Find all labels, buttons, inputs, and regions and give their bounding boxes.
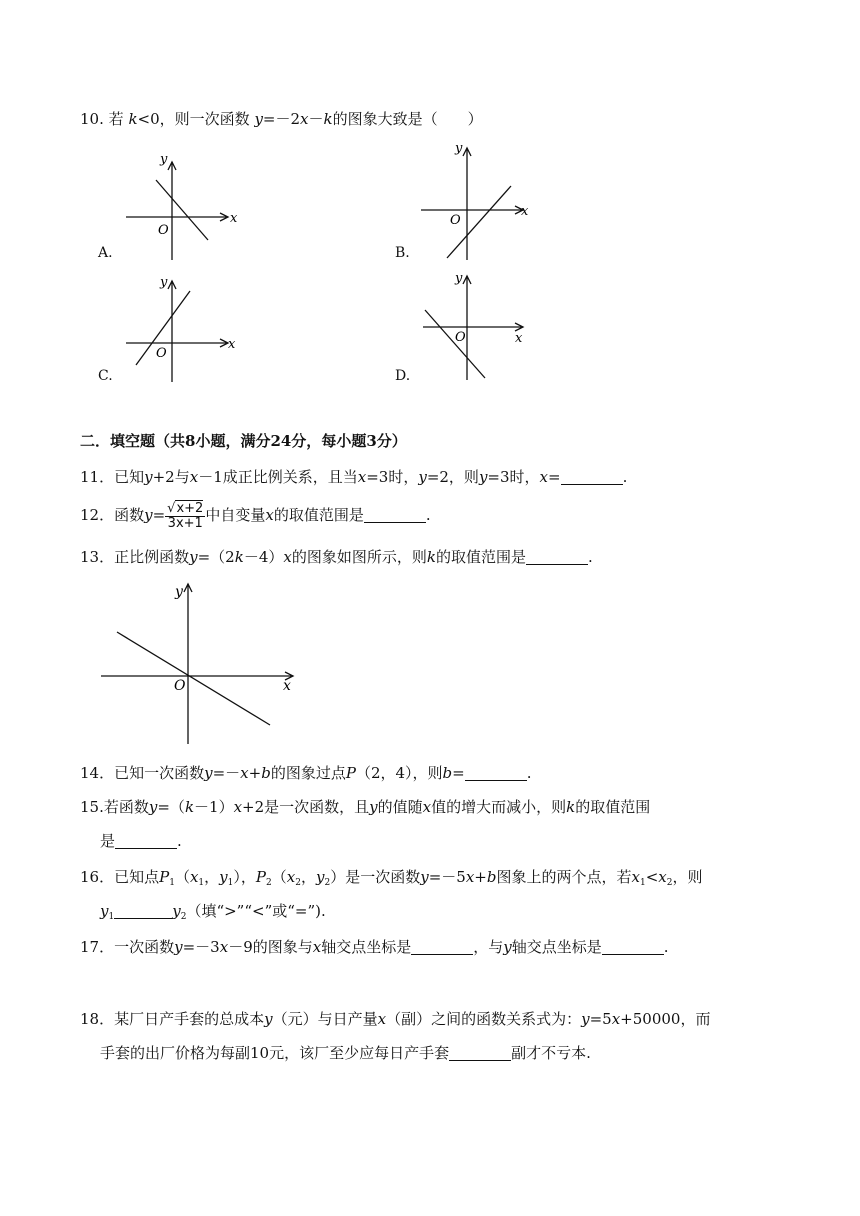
option-a-graph	[120, 150, 250, 265]
q17-number: 17．	[80, 938, 115, 956]
answer-blank[interactable]	[449, 1046, 511, 1061]
axis-y-label: y	[455, 141, 463, 156]
q13-text: 的取值范围是	[435, 548, 526, 566]
axis-y-label: y	[160, 152, 168, 167]
q18-var: x	[377, 1010, 387, 1028]
q16-var: x	[465, 868, 475, 886]
q13-var: y	[189, 548, 198, 566]
fraction: $\frac{√x+2}{3x+1}$	[167, 500, 204, 531]
subscript: 1	[198, 878, 205, 888]
q13-text: －4）	[243, 548, 284, 566]
q16-text: ，则	[672, 868, 703, 886]
answer-blank[interactable]	[526, 550, 588, 565]
axis-x-label: x	[521, 204, 529, 219]
q13-text: 正比例函数	[114, 548, 190, 566]
axis-x-label: x	[230, 211, 238, 226]
q11-text: 已知	[114, 468, 145, 486]
q16-var: y	[315, 868, 325, 886]
q14-text: .	[526, 764, 532, 782]
q18-text: 某厂日产手套的总成本	[114, 1010, 265, 1028]
q11-number: 11．	[80, 468, 115, 486]
question-14	[80, 762, 532, 784]
subscript: 2	[295, 878, 301, 888]
q17-text: ，与	[473, 938, 504, 956]
q13-var: k	[426, 548, 436, 566]
q10-var: x	[300, 110, 309, 128]
q16-text: （	[174, 868, 190, 886]
q12-text: 函数	[114, 506, 145, 524]
question-10	[80, 108, 483, 130]
question-12	[80, 500, 431, 531]
question-15-cont	[100, 830, 182, 852]
q18-var: y	[264, 1010, 273, 1028]
option-c-label: C.	[98, 368, 113, 384]
q11-text: =	[548, 468, 561, 486]
q17-text: .	[663, 938, 669, 956]
q10-number: 10.	[80, 110, 104, 128]
q14-var: b	[442, 764, 453, 782]
q11-var: y	[144, 468, 153, 486]
q11-var: x	[539, 468, 549, 486]
q18-var: x	[611, 1010, 621, 1028]
q12-text: .	[425, 506, 431, 524]
q13-text: .	[587, 548, 593, 566]
q14-var: y	[204, 764, 213, 782]
q14-var: x	[240, 764, 249, 782]
q11-text: =3时，	[366, 468, 419, 486]
q16-text: 图象上的两个点，若	[496, 868, 632, 886]
q18-text: 手套的出厂价格为每副10元，该厂至少应每日产手套	[100, 1044, 450, 1062]
q12-text: 的取值范围是	[273, 506, 364, 524]
q13-var: k	[234, 548, 244, 566]
q17-text: 轴交点坐标是	[511, 938, 602, 956]
question-18	[80, 1008, 710, 1030]
option-c-graph	[120, 275, 250, 385]
q13-var: x	[283, 548, 292, 566]
q11-text: +2与	[152, 468, 190, 486]
q10-var: k	[323, 110, 333, 128]
answer-blank[interactable]	[561, 470, 623, 485]
q16-text: +	[474, 868, 487, 886]
q11-text: =2，则	[426, 468, 479, 486]
question-11	[80, 466, 627, 488]
subscript: 2	[180, 912, 187, 922]
subscript: 1	[169, 878, 175, 888]
q16-text: <	[645, 868, 659, 886]
q16-var: y	[100, 902, 109, 920]
q14-text: +	[248, 764, 262, 782]
subscript: 2	[666, 878, 673, 888]
subscript: 1	[108, 912, 115, 922]
q17-var: x	[219, 938, 229, 956]
option-d-graph	[415, 270, 545, 382]
q16-text: =－5	[428, 868, 466, 886]
q16-var: y	[420, 868, 429, 886]
q15-text: 的值随	[377, 798, 423, 816]
q11-var: x	[189, 468, 199, 486]
q18-text: （副）之间的函数关系式为：	[386, 1010, 582, 1028]
q11-text: －1成正比例关系，且当	[198, 468, 358, 486]
origin-label: O	[455, 330, 466, 345]
q14-text: （2，4），则	[355, 764, 443, 782]
question-13	[80, 546, 593, 568]
q18-number: 18．	[80, 1010, 115, 1028]
q14-text: 的图象过点	[270, 764, 346, 782]
subscript: 2	[324, 878, 331, 888]
q16-number: 16．	[80, 868, 115, 886]
q10-text: <0，则一次函数	[137, 110, 250, 128]
q11-text: .	[622, 468, 628, 486]
q15-text: 的取值范围	[575, 798, 651, 816]
q15-var: y	[369, 798, 378, 816]
q16-var: x	[189, 868, 199, 886]
question-15	[80, 796, 650, 818]
q13-number: 13．	[80, 548, 115, 566]
q12-text: =	[152, 506, 166, 524]
origin-label: O	[158, 223, 169, 238]
q15-text: 是	[100, 832, 116, 850]
q16-text: （填“>”“<”或“=”).	[186, 902, 326, 920]
q13-graph	[95, 578, 305, 748]
q11-var: y	[478, 468, 488, 486]
q14-text: =	[452, 764, 465, 782]
q10-text: －	[308, 110, 324, 128]
q10-var: k	[128, 110, 138, 128]
q12-number: 12．	[80, 506, 115, 524]
answer-blank[interactable]	[411, 940, 473, 955]
axis-y-label: y	[175, 584, 183, 600]
fraction-denominator: 3x+1	[167, 515, 203, 531]
subscript: 1	[227, 878, 234, 888]
section-2-heading: 二．填空题（共8小题，满分24分，每小题3分）	[80, 432, 407, 450]
q18-text: （元）与日产量	[272, 1010, 378, 1028]
q17-text: =－3	[182, 938, 220, 956]
option-d-label: D.	[395, 368, 411, 384]
q16-text: ）是一次函数	[330, 868, 421, 886]
q11-var: x	[357, 468, 367, 486]
axis-x-label: x	[515, 331, 523, 346]
question-16-cont	[100, 900, 326, 928]
q15-var: k	[184, 798, 195, 816]
q18-text: 副才不亏本.	[511, 1044, 591, 1062]
subscript: 2	[266, 878, 272, 888]
q10-text: =－2	[262, 110, 301, 128]
q16-var: y	[219, 868, 228, 886]
q14-var: b	[261, 764, 271, 782]
q16-var: P	[255, 868, 266, 886]
axis-y-label: y	[160, 275, 168, 290]
axis-y-label: y	[455, 271, 463, 286]
fraction-numerator: x+2	[176, 500, 204, 516]
q14-number: 14．	[80, 764, 115, 782]
q15-text: +2是一次函数，且	[242, 798, 370, 816]
q15-text: .	[177, 832, 182, 850]
q15-number: 15.	[80, 798, 104, 816]
q16-text: （	[271, 868, 287, 886]
q13-text: =（2	[197, 548, 235, 566]
q17-text: 一次函数	[114, 938, 175, 956]
answer-blank[interactable]	[465, 766, 527, 781]
q12-var: x	[265, 506, 274, 524]
q10-text: 若	[108, 110, 124, 128]
q18-var: y	[581, 1010, 590, 1028]
option-a-label: A.	[98, 245, 113, 261]
q15-var: x	[233, 798, 243, 816]
axis-x-label: x	[283, 678, 291, 694]
question-18-cont	[100, 1042, 591, 1064]
q17-var: x	[312, 938, 322, 956]
q17-text: －9的图象与	[228, 938, 313, 956]
q15-var: k	[566, 798, 576, 816]
q16-var: x	[658, 868, 667, 886]
q17-var: y	[174, 938, 183, 956]
option-b-graph	[415, 140, 545, 265]
answer-blank[interactable]	[602, 940, 664, 955]
q10-var: y	[254, 110, 263, 128]
q16-var: P	[159, 868, 170, 886]
q16-var: x	[631, 868, 640, 886]
q17-var: y	[503, 938, 512, 956]
q18-text: =5	[589, 1010, 612, 1028]
question-16	[80, 866, 702, 894]
q15-text: －1）	[194, 798, 234, 816]
q16-var: x	[286, 868, 296, 886]
origin-label: O	[174, 678, 186, 694]
q10-text: 的图象大致是（ ）	[332, 110, 483, 128]
q12-var: y	[144, 506, 153, 524]
q14-var: P	[345, 764, 356, 782]
origin-label: O	[156, 346, 167, 361]
question-17	[80, 936, 669, 958]
q17-text: 轴交点坐标是	[321, 938, 412, 956]
axis-x-label: x	[228, 337, 236, 352]
q16-var: b	[486, 868, 497, 886]
option-b-label: B.	[395, 245, 410, 261]
q18-text: +50000，而	[620, 1010, 711, 1028]
q15-text: =（	[157, 798, 185, 816]
answer-blank[interactable]	[364, 508, 426, 523]
q13-text: 的图象如图所示，则	[291, 548, 427, 566]
q14-text: 已知一次函数	[114, 764, 205, 782]
q16-text: 已知点	[114, 868, 160, 886]
q15-var: x	[422, 798, 432, 816]
q15-text: 值的增大而减小，则	[431, 798, 567, 816]
q16-text: ），	[233, 868, 256, 886]
subscript: 1	[639, 878, 646, 888]
q15-var: y	[148, 798, 158, 816]
q14-text: =－	[212, 764, 241, 782]
q16-text: ，	[204, 868, 220, 886]
origin-label: O	[450, 213, 461, 228]
answer-blank[interactable]	[114, 904, 172, 919]
answer-blank[interactable]	[115, 834, 177, 849]
q16-text: ，	[300, 868, 316, 886]
q15-text: 若函数	[103, 798, 149, 816]
q16-var: y	[172, 902, 181, 920]
q11-var: y	[418, 468, 427, 486]
q11-text: =3时，	[487, 468, 540, 486]
q12-text: 中自变量	[205, 506, 266, 524]
